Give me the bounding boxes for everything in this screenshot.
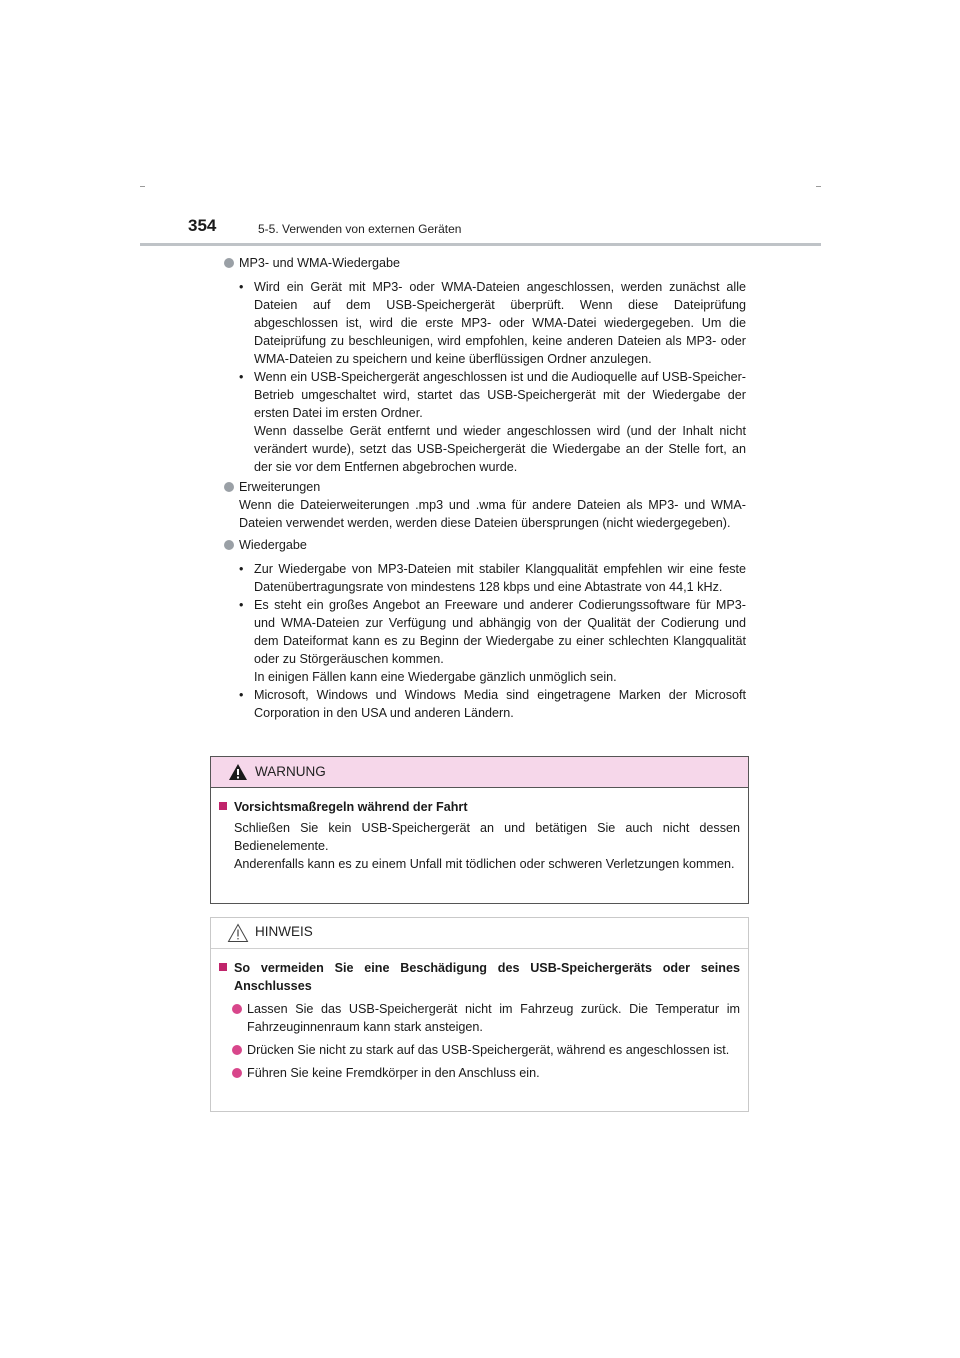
notice-body — [211, 949, 748, 1082]
bullet-icon — [232, 1068, 242, 1078]
caution-triangle-icon — [227, 923, 249, 943]
bullet-icon — [224, 540, 234, 550]
main-content — [224, 254, 746, 722]
bullet-icon — [224, 258, 234, 268]
notice-heading: So vermeiden Sie eine Beschädigung des USB-Speichergeräts oder seines Anschlusses — [219, 959, 740, 995]
paragraph: Wenn die Dateierweiterungen .mp3 und .wma für andere Dateien als MP3- und WMA-Dateien verwendet werden, werden diese Dateien übersprungen (nicht wiedergegeben). — [239, 498, 746, 530]
list-item: • Zur Wiedergabe von MP3-Dateien mit stabiler Klangqualität empfehlen wir eine feste Datenübertragungsrate von mindestens 128 kbps und eine Abtastrate von 44,1 kHz. — [239, 562, 746, 594]
crop-mark-left — [140, 186, 145, 187]
list-item: Drücken Sie nicht zu stark auf das USB-Speichergerät, während es angeschlossen ist. — [232, 1041, 740, 1059]
warning-box — [210, 756, 749, 904]
list-item: • Wird ein Gerät mit MP3- oder WMA-Dateien angeschlossen, werden zunächst alle Dateien auf dem USB-Speichergerät überprüft. Wenn diese Dateiprüfung abgeschlossen ist, wird die erste MP3- oder WMA-Datei wiedergegeben. Um die Dateiprüfung zu beschleunigen, wird empfohlen, keine anderen Dateien als MP3- oder WMA-Dateien zu speichern und keine überflüssigen Ordner anzulegen. — [239, 280, 746, 366]
list-item: • Microsoft, Windows und Windows Media sind eingetragene Marken der Microsoft Corporation in den USA und anderen Ländern. — [239, 688, 746, 720]
bullet-icon — [232, 1045, 242, 1055]
section-title: 5-5. Verwenden von externen Geräten — [258, 222, 462, 236]
bullet-list — [239, 560, 746, 722]
square-bullet-icon — [219, 963, 227, 971]
list-item: Führen Sie keine Fremdkörper in den Anschluss ein. — [232, 1064, 740, 1082]
warning-title: WARNUNG — [255, 764, 326, 779]
header-rule — [140, 243, 821, 246]
section-heading: Erweiterungen — [224, 478, 746, 496]
square-bullet-icon — [219, 802, 227, 810]
page-number: 354 — [188, 216, 217, 235]
section-heading: Wiedergabe — [224, 536, 746, 554]
list-item: Lassen Sie das USB-Speichergerät nicht im Fahrzeug zurück. Die Temperatur im Fahrzeuginnenraum kann stark ansteigen. — [232, 1000, 740, 1036]
warning-triangle-icon — [228, 763, 248, 781]
notice-box — [210, 917, 749, 1112]
warning-heading: Vorsichtsmaßregeln während der Fahrt — [219, 798, 740, 816]
warning-body — [211, 788, 748, 873]
section-heading: MP3- und WMA-Wiedergabe — [224, 254, 746, 272]
list-item: • Es steht ein großes Angebot an Freeware und anderer Codierungssoftware für MP3- und WMA-Dateien zur Verfügung und abhängig von der Qualität der Codierung und dem Dateiformat kann es zu Beginn der Wiedergabe zu einer schlechten Klangqualität oder zu Störgeräuschen kommen. In einigen Fällen kann eine Wiedergabe gänzlich unmöglich sein. — [239, 598, 746, 684]
warning-text: Schließen Sie kein USB-Speichergerät an und betätigen Sie auch nicht dessen Bedienelemente. Anderenfalls kann es zu einem Unfall mit tödlichen oder schweren Verletzungen kommen. — [234, 821, 740, 871]
notice-title: HINWEIS — [255, 924, 313, 939]
page-header — [188, 216, 820, 246]
crop-mark-right — [816, 186, 821, 187]
notice-header — [211, 918, 748, 949]
bullet-icon — [224, 482, 234, 492]
warning-header — [211, 757, 748, 788]
bullet-icon — [232, 1004, 242, 1014]
bullet-list — [239, 278, 746, 476]
list-item: • Wenn ein USB-Speichergerät angeschlossen ist und die Audioquelle auf USB-Speicher-Betrieb umgeschaltet wird, startet das USB-Speichergerät mit der Wiedergabe der ersten Datei im ersten Ordner. Wenn dasselbe Gerät entfernt und wieder angeschlossen wird (und der Inhalt nicht verändert wurde), setzt das USB-Speichergerät die Wiedergabe an der Stelle fort, an der sie vor dem Entfernen abgebrochen wurde. — [239, 370, 746, 474]
